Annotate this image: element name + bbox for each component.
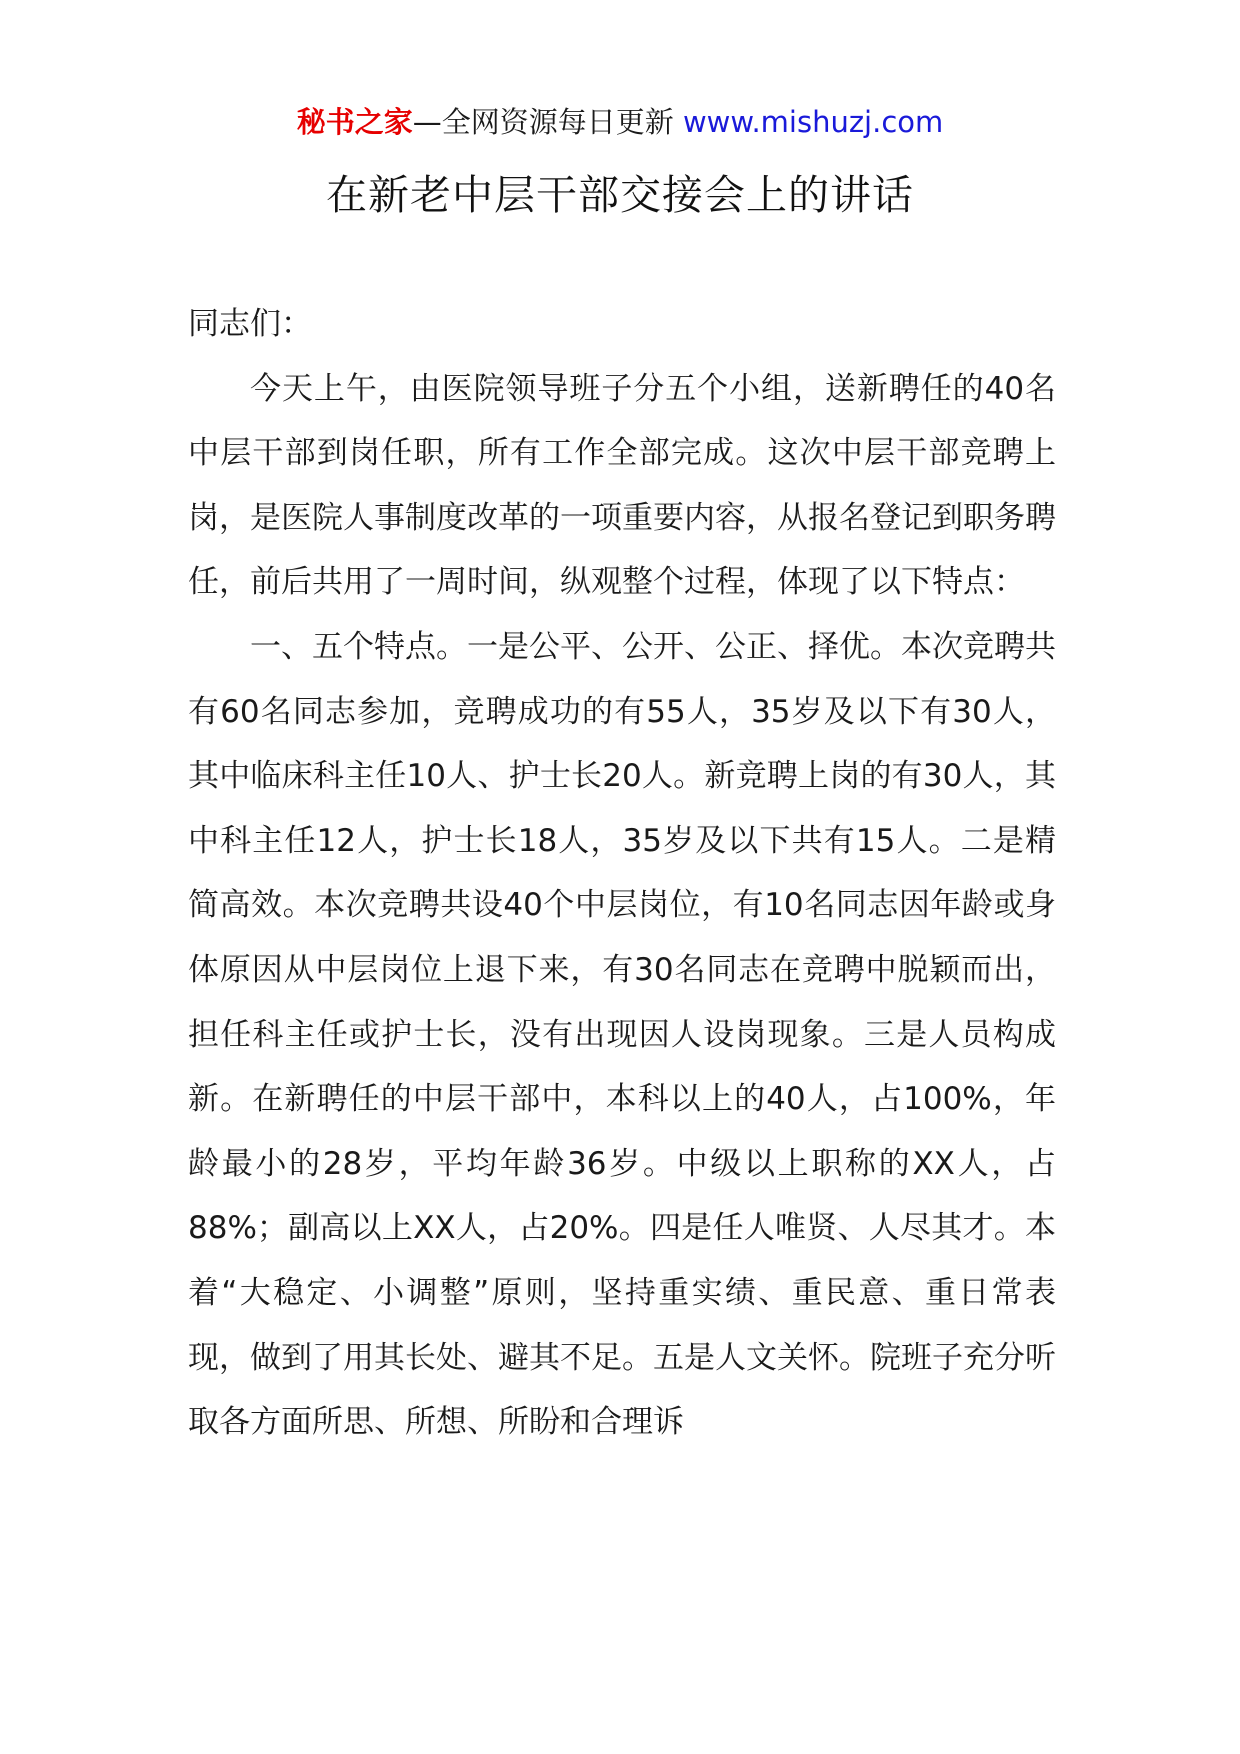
paragraph-intro: 今天上午，由医院领导班子分五个小组，送新聘任的40名中层干部到岗任职，所有工作全部完成。这次中层干部竞聘上岗，是医院人事制度改革的一项重要内容，从报名登记到职务聘任，前后共用了一周时间，纵观整个过程，体现了以下特点：	[188, 370, 1056, 601]
header-tagline: —全网资源每日更新	[412, 105, 683, 139]
brand-name: 秘书之家	[296, 105, 413, 139]
site-watermark-header	[0, 102, 1240, 142]
document-title: 在新老中层干部交接会上的讲话	[326, 171, 914, 219]
document-body	[188, 292, 1056, 1455]
site-url-link[interactable]: www.mishuzj.com	[682, 105, 944, 139]
paragraph-five-features: 一、五个特点。一是公平、公开、公正、择优。本次竞聘共有60名同志参加，竞聘成功的有55人，35岁及以下有30人，其中临床科主任10人、护士长20人。新竞聘上岗的有30人，其中科主任12人，护士长18人，35岁及以下共有15人。二是精简高效。本次竞聘共设40个中层岗位，有10名同志因年龄或身体原因从中层岗位上退下来，有30名同志在竞聘中脱颖而出，担任科主任或护士长，没有出现因人设岗现象。三是人员构成新。在新聘任的中层干部中，本科以上的40人，占100%，年龄最小的28岁，平均年龄36岁。中级以上职称的XX人，占88%；副高以上XX人，占20%。四是任人唯贤、人尽其才。本着“大稳定、小调整”原则，坚持重实绩、重民意、重日常表现，做到了用其长处、避其不足。五是人文关怀。院班子充分听取各方面所思、所想、所盼和合理诉	[188, 628, 1056, 1441]
greeting: 同志们：	[188, 306, 312, 342]
